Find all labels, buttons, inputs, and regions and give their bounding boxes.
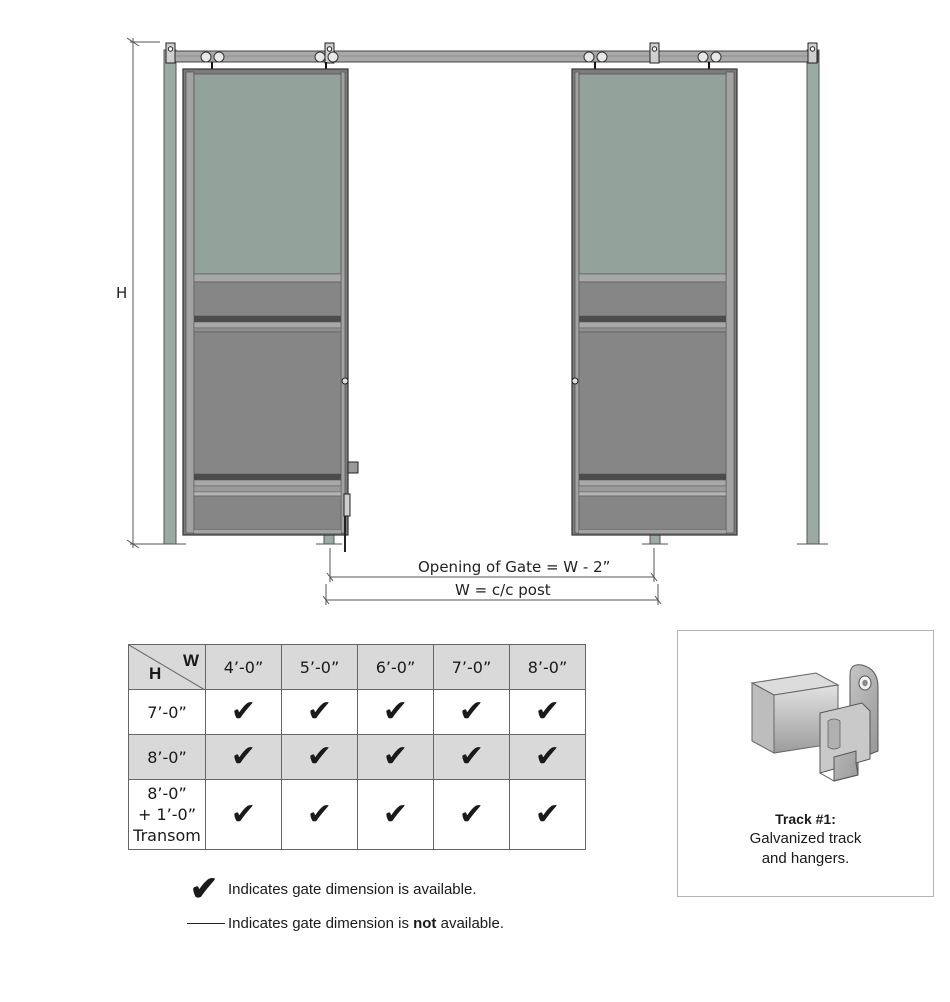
height-dimension — [127, 38, 160, 548]
check-icon: ✔ — [458, 796, 485, 832]
availability-cell — [358, 735, 434, 780]
height-label: H — [116, 284, 128, 302]
corner-height-label: H — [149, 664, 162, 683]
check-icon: ✔ — [306, 739, 333, 774]
availability-cell — [282, 690, 358, 735]
availability-cell — [510, 735, 586, 780]
check-icon: ✔ — [230, 796, 257, 832]
table-header-row — [129, 645, 586, 690]
table-corner-cell — [129, 645, 206, 690]
height-row-label: 8’-0” + 1’-0” Transom — [129, 780, 206, 850]
availability-cell — [206, 780, 282, 850]
availability-cell — [358, 690, 434, 735]
table-row — [129, 735, 586, 780]
track-title: Track #1: — [775, 811, 836, 827]
availability-cell — [434, 735, 510, 780]
width-header: 7’-0” — [434, 645, 510, 690]
track-description-line2: and hangers. — [761, 850, 850, 867]
width-label: W = c/c post — [455, 581, 551, 599]
legend-available-text: Indicates gate dimension is available. — [228, 880, 477, 898]
opening-label: Opening of Gate = W - 2” — [418, 558, 611, 576]
right-gate-panel — [572, 69, 737, 535]
check-icon: ✔ — [189, 870, 219, 908]
width-header: 6’-0” — [358, 645, 434, 690]
post-left — [164, 50, 176, 544]
availability-cell — [282, 735, 358, 780]
legend-not-available-text: Indicates gate dimension is not available. — [228, 914, 504, 932]
check-icon: ✔ — [458, 694, 485, 729]
availability-cell — [510, 780, 586, 850]
availability-cell — [434, 690, 510, 735]
check-icon: ✔ — [534, 739, 561, 774]
width-header: 4’-0” — [206, 645, 282, 690]
dash-icon — [187, 923, 225, 924]
check-icon: ✔ — [382, 694, 409, 729]
table-row — [129, 780, 586, 850]
track-description-line1: Galvanized track — [749, 830, 862, 847]
legend — [180, 872, 504, 940]
legend-available — [180, 872, 504, 906]
height-row-label: 7’-0” — [129, 690, 206, 735]
track-caption — [678, 809, 933, 869]
track-info-box — [677, 630, 934, 897]
availability-cell — [206, 690, 282, 735]
check-icon: ✔ — [382, 739, 409, 774]
track-profile-illustration — [738, 655, 888, 805]
availability-cell — [206, 735, 282, 780]
check-icon: ✔ — [230, 694, 257, 729]
check-icon: ✔ — [458, 739, 485, 774]
width-header: 5’-0” — [282, 645, 358, 690]
corner-width-label: W — [182, 651, 199, 670]
check-icon: ✔ — [306, 796, 333, 832]
check-icon: ✔ — [534, 796, 561, 832]
availability-table — [128, 644, 586, 850]
check-icon: ✔ — [382, 796, 409, 832]
check-icon: ✔ — [306, 694, 333, 729]
check-icon: ✔ — [534, 694, 561, 729]
height-row-label: 8’-0” — [129, 735, 206, 780]
availability-cell — [282, 780, 358, 850]
check-icon: ✔ — [230, 739, 257, 774]
availability-cell — [358, 780, 434, 850]
availability-cell — [510, 690, 586, 735]
width-header: 8’-0” — [510, 645, 586, 690]
legend-not-available — [180, 906, 504, 940]
table-row — [129, 690, 586, 735]
availability-cell — [434, 780, 510, 850]
post-right — [807, 50, 819, 544]
left-gate-panel — [183, 69, 358, 552]
